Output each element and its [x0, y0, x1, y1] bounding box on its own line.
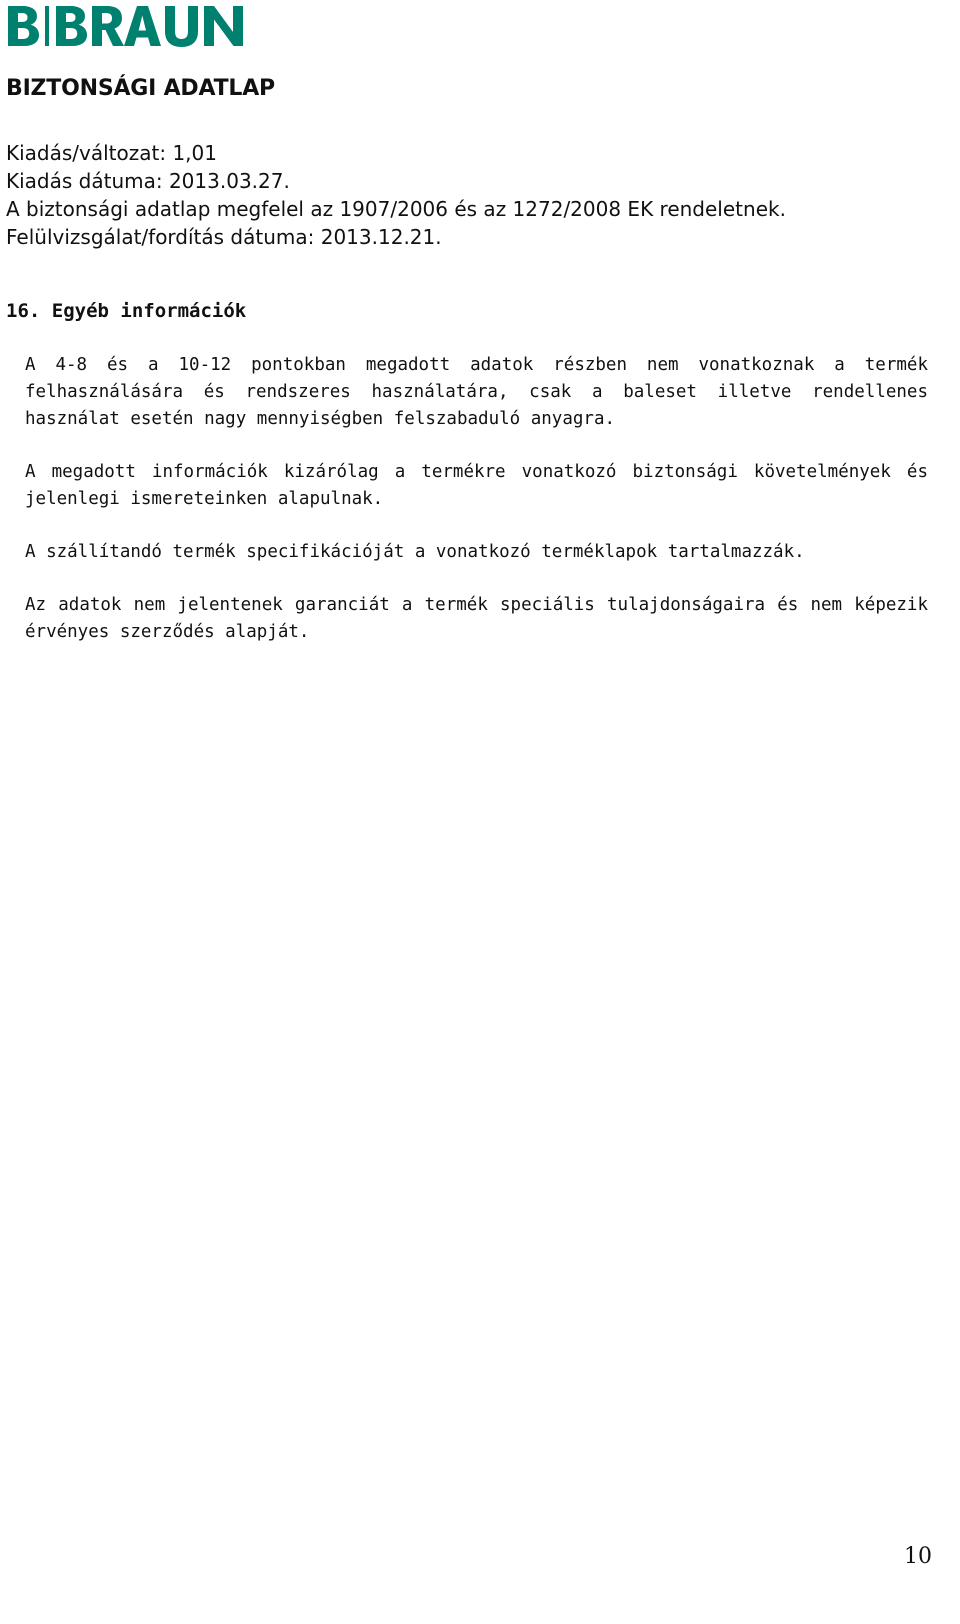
- document-meta: [6, 139, 786, 251]
- paragraph-no-guarantee: Az adatok nem jelentenek garanciát a termék speciális tulajdonságaira és nem képezik érvényes szerződés alapját.: [25, 595, 928, 642]
- meta-version: Kiadás/változat: 1,01: [6, 141, 217, 165]
- paragraph-information-basis: A megadott információk kizárólag a termékre vonatkozó biztonsági követelmények és jelenlegi ismereteinken alapulnak.: [25, 462, 928, 509]
- paragraph-data-applicability: A 4-8 és a 10-12 pontokban megadott adatok részben nem vonatkoznak a termék felhasználására és rendszeres használatára, csak a baleset illetve rendellenes használat esetén nagy mennyiségben felszabaduló anyagra.: [25, 355, 928, 429]
- section-content: [25, 352, 928, 672]
- section-title: 16. Egyéb információk: [6, 300, 247, 322]
- meta-issue-date: Kiadás dátuma: 2013.03.27.: [6, 169, 290, 193]
- meta-regulation-compliance: A biztonsági adatlap megfelel az 1907/2006 és az 1272/2008 EK rendeletnek.: [6, 197, 786, 221]
- paragraph-specification: A szállítandó termék specifikációját a vonatkozó terméklapok tartalmazzák.: [25, 542, 805, 562]
- document-title: BIZTONSÁGI ADATLAP: [6, 76, 275, 101]
- bbraun-logo: [6, 4, 256, 48]
- page-number: 10: [904, 1544, 932, 1569]
- meta-revision-date: Felülvizsgálat/fordítás dátuma: 2013.12.21.: [6, 225, 442, 249]
